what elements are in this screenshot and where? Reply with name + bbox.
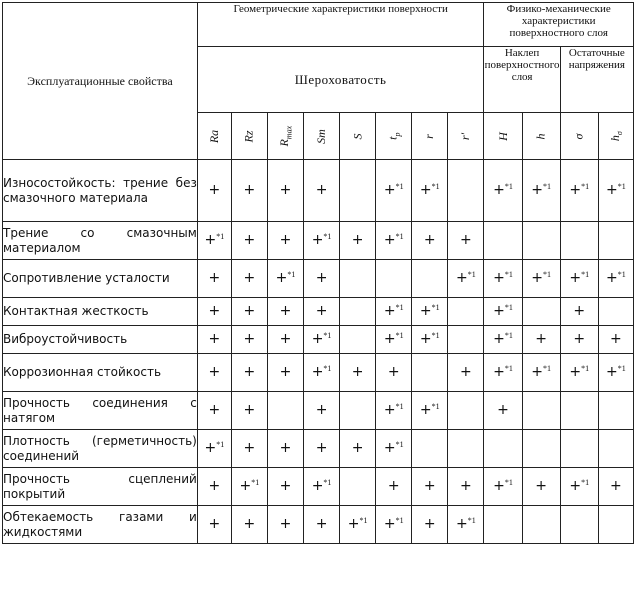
table-row <box>3 260 634 298</box>
table-cell <box>522 392 560 430</box>
param-header: h <box>522 113 560 160</box>
param-header: $h_\sigma$ <box>598 113 633 160</box>
table-cell <box>484 222 522 260</box>
table-row <box>3 222 634 260</box>
table-cell: + <box>267 160 303 222</box>
row-label: Плотность (герметичность) соединений <box>3 430 198 468</box>
table-cell <box>484 430 522 468</box>
table-cell: +$^{*1}$ <box>560 160 598 222</box>
table-cell: +$^{*1}$ <box>448 260 484 298</box>
table-cell: + <box>267 354 303 392</box>
table-cell: + <box>231 326 267 354</box>
table-cell: +$^{*1}$ <box>484 354 522 392</box>
table-cell: +$^{*1}$ <box>304 222 340 260</box>
row-label: Прочность соединения с натягом <box>3 392 198 430</box>
table-cell: +$^{*1}$ <box>376 326 412 354</box>
table-cell: + <box>340 354 376 392</box>
table-cell: +$^{*1}$ <box>484 326 522 354</box>
param-header: Sm <box>304 113 340 160</box>
table-cell: +$^{*1}$ <box>231 468 267 506</box>
table-cell <box>598 392 633 430</box>
table-cell: +$^{*1}$ <box>412 326 448 354</box>
table-row <box>3 468 634 506</box>
table-cell: +$^{*1}$ <box>598 354 633 392</box>
row-label: Контактная жесткость <box>3 298 198 326</box>
table-cell <box>522 222 560 260</box>
table-cell: +$^{*1}$ <box>304 468 340 506</box>
table-cell: +$^{*1}$ <box>304 326 340 354</box>
table-row <box>3 326 634 354</box>
table-cell: + <box>267 506 303 544</box>
table-cell: + <box>484 392 522 430</box>
table-cell <box>598 430 633 468</box>
param-header: S <box>340 113 376 160</box>
table-cell: + <box>231 430 267 468</box>
residual-stress-header: Остаточные напряжения <box>560 47 633 113</box>
table-cell: +$^{*1}$ <box>376 160 412 222</box>
row-label: Обтекаемость газами и жидкостями <box>3 506 198 544</box>
table-cell <box>560 392 598 430</box>
table-row <box>3 354 634 392</box>
table-cell <box>522 298 560 326</box>
table-row <box>3 298 634 326</box>
table-cell: +$^{*1}$ <box>484 260 522 298</box>
table-cell: + <box>267 222 303 260</box>
table-cell: +$^{*1}$ <box>412 298 448 326</box>
table-cell: + <box>560 298 598 326</box>
table-cell: + <box>267 430 303 468</box>
properties-header: Эксплуатационные свойства <box>3 3 198 160</box>
table-cell <box>598 298 633 326</box>
table-cell: + <box>231 260 267 298</box>
table-cell: + <box>448 468 484 506</box>
row-label: Коррозионная стойкость <box>3 354 198 392</box>
table-cell <box>448 392 484 430</box>
table-cell: + <box>197 468 231 506</box>
table-cell <box>448 326 484 354</box>
param-header: $R_{max}$ <box>267 113 303 160</box>
param-header: Ra <box>197 113 231 160</box>
table-cell: +$^{*1}$ <box>304 354 340 392</box>
table-cell: +$^{*1}$ <box>267 260 303 298</box>
hardening-header: Наклеп поверхностного слоя <box>484 47 560 113</box>
table-cell: +$^{*1}$ <box>376 222 412 260</box>
param-header: r' <box>448 113 484 160</box>
row-label: Сопротивление усталости <box>3 260 198 298</box>
table-cell: + <box>304 430 340 468</box>
table-cell: +$^{*1}$ <box>484 468 522 506</box>
table-cell: +$^{*1}$ <box>376 430 412 468</box>
table-cell <box>340 326 376 354</box>
table-cell: + <box>197 160 231 222</box>
table-cell: + <box>267 326 303 354</box>
table-cell: + <box>598 468 633 506</box>
table-cell: +$^{*1}$ <box>522 260 560 298</box>
table-cell <box>560 430 598 468</box>
table-cell: +$^{*1}$ <box>376 392 412 430</box>
table-cell: +$^{*1}$ <box>448 506 484 544</box>
table-cell: + <box>197 260 231 298</box>
table-cell <box>448 298 484 326</box>
table-cell: + <box>197 354 231 392</box>
table-cell: +$^{*1}$ <box>197 222 231 260</box>
table-cell: + <box>522 468 560 506</box>
table-cell <box>448 430 484 468</box>
table-cell: +$^{*1}$ <box>376 506 412 544</box>
geometric-header: Геометрические характеристики поверхности <box>197 3 484 47</box>
table-cell <box>340 468 376 506</box>
table-cell: +$^{*1}$ <box>484 160 522 222</box>
table-cell <box>560 506 598 544</box>
table-cell: + <box>448 222 484 260</box>
table-cell <box>598 222 633 260</box>
table-cell <box>522 430 560 468</box>
table-cell: + <box>231 298 267 326</box>
table-cell <box>484 506 522 544</box>
table-cell: + <box>267 468 303 506</box>
table-cell: +$^{*1}$ <box>376 298 412 326</box>
table-cell: + <box>197 392 231 430</box>
table-cell <box>412 260 448 298</box>
table-cell: +$^{*1}$ <box>522 160 560 222</box>
table-cell <box>522 506 560 544</box>
table-cell: + <box>340 222 376 260</box>
table-cell <box>560 222 598 260</box>
param-header: H <box>484 113 522 160</box>
table-cell: +$^{*1}$ <box>560 468 598 506</box>
table-cell: +$^{*1}$ <box>412 160 448 222</box>
table-cell: +$^{*1}$ <box>560 354 598 392</box>
properties-table <box>2 2 634 544</box>
table-cell: + <box>231 392 267 430</box>
table-cell: + <box>412 222 448 260</box>
table-cell: + <box>560 326 598 354</box>
table-cell: +$^{*1}$ <box>598 160 633 222</box>
table-cell <box>376 260 412 298</box>
roughness-header: Шероховатость <box>197 47 484 113</box>
table-cell: + <box>197 506 231 544</box>
table-cell: + <box>376 468 412 506</box>
table-cell <box>412 430 448 468</box>
row-label: Виброустойчивость <box>3 326 198 354</box>
table-cell: + <box>304 260 340 298</box>
param-header: $t_p$ <box>376 113 412 160</box>
table-cell <box>267 392 303 430</box>
table-cell: + <box>448 354 484 392</box>
row-label: Износостойкость: трение без смазочного материала <box>3 160 198 222</box>
table-row <box>3 160 634 222</box>
table-row <box>3 506 634 544</box>
table-cell: + <box>412 506 448 544</box>
table-row <box>3 392 634 430</box>
table-cell: +$^{*1}$ <box>340 506 376 544</box>
table-cell: + <box>412 468 448 506</box>
table-cell: + <box>304 392 340 430</box>
table-cell <box>340 160 376 222</box>
param-header: σ <box>560 113 598 160</box>
table-cell: + <box>267 298 303 326</box>
table-cell: + <box>304 160 340 222</box>
table-cell: + <box>598 326 633 354</box>
row-label: Трение со смазочным материалом <box>3 222 198 260</box>
table-cell: +$^{*1}$ <box>484 298 522 326</box>
table-cell: + <box>197 298 231 326</box>
table-cell <box>598 506 633 544</box>
table-cell: + <box>304 506 340 544</box>
table-cell: +$^{*1}$ <box>598 260 633 298</box>
table-cell: + <box>231 354 267 392</box>
param-header: Rz <box>231 113 267 160</box>
table-cell <box>412 354 448 392</box>
physmech-header: Физико-механические характеристики поверхностного слоя <box>484 3 634 47</box>
table-cell: + <box>340 430 376 468</box>
table-cell: + <box>231 506 267 544</box>
table-cell: + <box>522 326 560 354</box>
table-cell: + <box>376 354 412 392</box>
row-label: Прочность сцеплений покрытий <box>3 468 198 506</box>
table-cell <box>340 298 376 326</box>
table-row <box>3 430 634 468</box>
table-cell: + <box>304 298 340 326</box>
table-cell: + <box>197 326 231 354</box>
param-header: r <box>412 113 448 160</box>
table-cell <box>448 160 484 222</box>
table-cell <box>340 392 376 430</box>
table-cell: +$^{*1}$ <box>197 430 231 468</box>
table-cell: +$^{*1}$ <box>412 392 448 430</box>
table-cell: + <box>231 222 267 260</box>
table-cell: +$^{*1}$ <box>560 260 598 298</box>
table-cell <box>340 260 376 298</box>
table-cell: +$^{*1}$ <box>522 354 560 392</box>
table-cell: + <box>231 160 267 222</box>
